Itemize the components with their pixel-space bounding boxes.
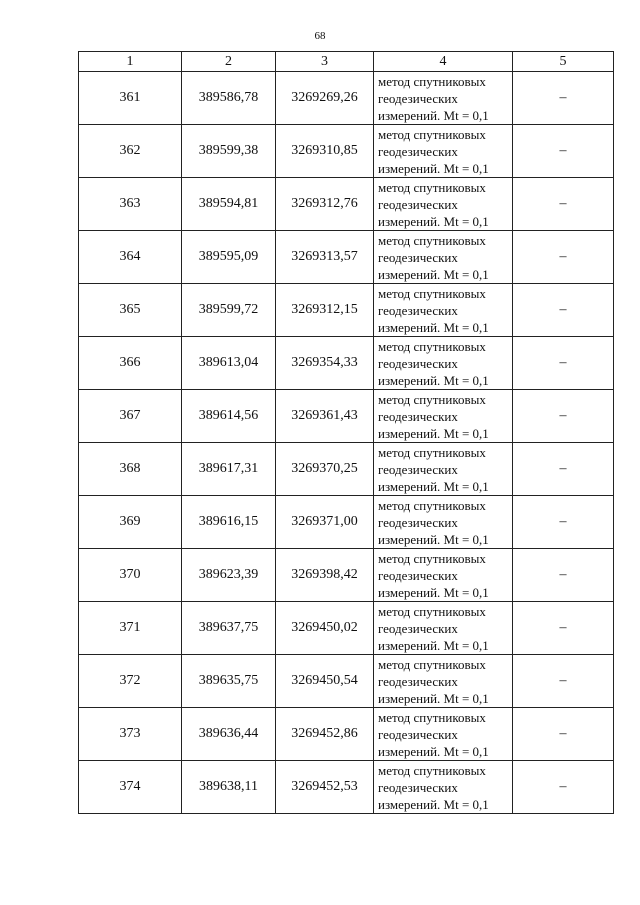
column-5-value: – xyxy=(513,655,614,708)
header-col-1: 1 xyxy=(79,52,182,72)
method-line-2: геодезических xyxy=(378,249,458,265)
method-line-1: метод спутниковых xyxy=(378,709,486,725)
method-description xyxy=(374,178,513,231)
coordinate-y: 3269371,00 xyxy=(276,496,374,549)
point-number: 365 xyxy=(79,284,182,337)
method-description xyxy=(374,284,513,337)
coordinate-y: 3269310,85 xyxy=(276,125,374,178)
method-line-2: геодезических xyxy=(378,620,458,636)
method-line-1: метод спутниковых xyxy=(378,73,486,89)
coordinate-y: 3269313,57 xyxy=(276,231,374,284)
method-line-1: метод спутниковых xyxy=(378,179,486,195)
method-description xyxy=(374,708,513,761)
point-number: 370 xyxy=(79,549,182,602)
table-row xyxy=(79,496,614,549)
header-col-5: 5 xyxy=(513,52,614,72)
method-description xyxy=(374,443,513,496)
method-description xyxy=(374,761,513,814)
method-line-3: измерений. Mt = 0,1 xyxy=(378,637,489,653)
coordinate-x: 389616,15 xyxy=(182,496,276,549)
table-body xyxy=(79,72,614,814)
method-line-2: геодезических xyxy=(378,779,458,795)
column-5-value: – xyxy=(513,602,614,655)
coordinate-x: 389594,81 xyxy=(182,178,276,231)
method-line-1: метод спутниковых xyxy=(378,285,486,301)
method-line-3: измерений. Mt = 0,1 xyxy=(378,107,489,123)
coordinate-y: 3269452,53 xyxy=(276,761,374,814)
method-description xyxy=(374,496,513,549)
point-number: 369 xyxy=(79,496,182,549)
table-row xyxy=(79,761,614,814)
method-line-2: геодезических xyxy=(378,196,458,212)
point-number: 374 xyxy=(79,761,182,814)
table-row xyxy=(79,178,614,231)
coordinate-y: 3269361,43 xyxy=(276,390,374,443)
method-line-1: метод спутниковых xyxy=(378,550,486,566)
coordinate-y: 3269354,33 xyxy=(276,337,374,390)
table-row xyxy=(79,708,614,761)
point-number: 362 xyxy=(79,125,182,178)
coordinate-x: 389599,72 xyxy=(182,284,276,337)
method-line-3: измерений. Mt = 0,1 xyxy=(378,266,489,282)
point-number: 371 xyxy=(79,602,182,655)
method-line-3: измерений. Mt = 0,1 xyxy=(378,160,489,176)
table-row xyxy=(79,602,614,655)
table-row xyxy=(79,443,614,496)
column-5-value: – xyxy=(513,125,614,178)
coordinate-y: 3269450,54 xyxy=(276,655,374,708)
header-col-3: 3 xyxy=(276,52,374,72)
column-5-value: – xyxy=(513,72,614,125)
column-5-value: – xyxy=(513,708,614,761)
method-line-1: метод спутниковых xyxy=(378,232,486,248)
method-line-1: метод спутниковых xyxy=(378,338,486,354)
method-line-2: геодезических xyxy=(378,673,458,689)
coordinate-x: 389599,38 xyxy=(182,125,276,178)
coordinate-x: 389613,04 xyxy=(182,337,276,390)
method-description xyxy=(374,337,513,390)
method-description xyxy=(374,655,513,708)
coordinate-x: 389623,39 xyxy=(182,549,276,602)
method-line-3: измерений. Mt = 0,1 xyxy=(378,372,489,388)
column-5-value: – xyxy=(513,231,614,284)
point-number: 373 xyxy=(79,708,182,761)
method-description xyxy=(374,390,513,443)
coordinate-y: 3269452,86 xyxy=(276,708,374,761)
method-line-3: измерений. Mt = 0,1 xyxy=(378,690,489,706)
coordinate-x: 389637,75 xyxy=(182,602,276,655)
coordinate-x: 389614,56 xyxy=(182,390,276,443)
column-5-value: – xyxy=(513,284,614,337)
coordinate-x: 389635,75 xyxy=(182,655,276,708)
method-line-2: геодезических xyxy=(378,567,458,583)
method-line-2: геодезических xyxy=(378,302,458,318)
coordinate-y: 3269370,25 xyxy=(276,443,374,496)
method-line-2: геодезических xyxy=(378,461,458,477)
method-line-1: метод спутниковых xyxy=(378,762,486,778)
column-5-value: – xyxy=(513,390,614,443)
point-number: 364 xyxy=(79,231,182,284)
table-row xyxy=(79,390,614,443)
method-line-2: геодезических xyxy=(378,408,458,424)
coordinate-x: 389638,11 xyxy=(182,761,276,814)
method-line-2: геодезических xyxy=(378,90,458,106)
coordinate-y: 3269312,15 xyxy=(276,284,374,337)
column-5-value: – xyxy=(513,549,614,602)
method-line-1: метод спутниковых xyxy=(378,603,486,619)
point-number: 361 xyxy=(79,72,182,125)
method-line-3: измерений. Mt = 0,1 xyxy=(378,213,489,229)
coordinates-table xyxy=(78,51,614,814)
table-row xyxy=(79,72,614,125)
column-5-value: – xyxy=(513,496,614,549)
method-line-3: измерений. Mt = 0,1 xyxy=(378,584,489,600)
coordinate-x: 389595,09 xyxy=(182,231,276,284)
method-line-1: метод спутниковых xyxy=(378,497,486,513)
header-col-2: 2 xyxy=(182,52,276,72)
method-line-3: измерений. Mt = 0,1 xyxy=(378,478,489,494)
method-description xyxy=(374,72,513,125)
header-col-4: 4 xyxy=(374,52,513,72)
table-row xyxy=(79,549,614,602)
column-5-value: – xyxy=(513,337,614,390)
point-number: 372 xyxy=(79,655,182,708)
table-row xyxy=(79,337,614,390)
point-number: 368 xyxy=(79,443,182,496)
coordinate-y: 3269398,42 xyxy=(276,549,374,602)
method-line-2: геодезических xyxy=(378,514,458,530)
table-header-row xyxy=(79,52,614,72)
method-description xyxy=(374,125,513,178)
method-line-2: геодезических xyxy=(378,355,458,371)
column-5-value: – xyxy=(513,178,614,231)
point-number: 366 xyxy=(79,337,182,390)
coordinate-x: 389636,44 xyxy=(182,708,276,761)
table-row xyxy=(79,284,614,337)
method-line-1: метод спутниковых xyxy=(378,391,486,407)
method-line-2: геодезических xyxy=(378,143,458,159)
method-line-3: измерений. Mt = 0,1 xyxy=(378,531,489,547)
page-number: 68 xyxy=(314,30,326,42)
method-line-1: метод спутниковых xyxy=(378,126,486,142)
method-line-1: метод спутниковых xyxy=(378,444,486,460)
method-line-1: метод спутниковых xyxy=(378,656,486,672)
method-line-3: измерений. Mt = 0,1 xyxy=(378,796,489,812)
point-number: 363 xyxy=(79,178,182,231)
column-5-value: – xyxy=(513,761,614,814)
method-line-3: измерений. Mt = 0,1 xyxy=(378,319,489,335)
table-row xyxy=(79,231,614,284)
method-line-2: геодезических xyxy=(378,726,458,742)
method-line-3: измерений. Mt = 0,1 xyxy=(378,425,489,441)
coordinate-y: 3269450,02 xyxy=(276,602,374,655)
coordinate-y: 3269269,26 xyxy=(276,72,374,125)
table-row xyxy=(79,655,614,708)
coordinate-x: 389617,31 xyxy=(182,443,276,496)
method-description xyxy=(374,602,513,655)
method-description xyxy=(374,549,513,602)
point-number: 367 xyxy=(79,390,182,443)
table-row xyxy=(79,125,614,178)
column-5-value: – xyxy=(513,443,614,496)
coordinate-x: 389586,78 xyxy=(182,72,276,125)
method-line-3: измерений. Mt = 0,1 xyxy=(378,743,489,759)
coordinate-y: 3269312,76 xyxy=(276,178,374,231)
method-description xyxy=(374,231,513,284)
